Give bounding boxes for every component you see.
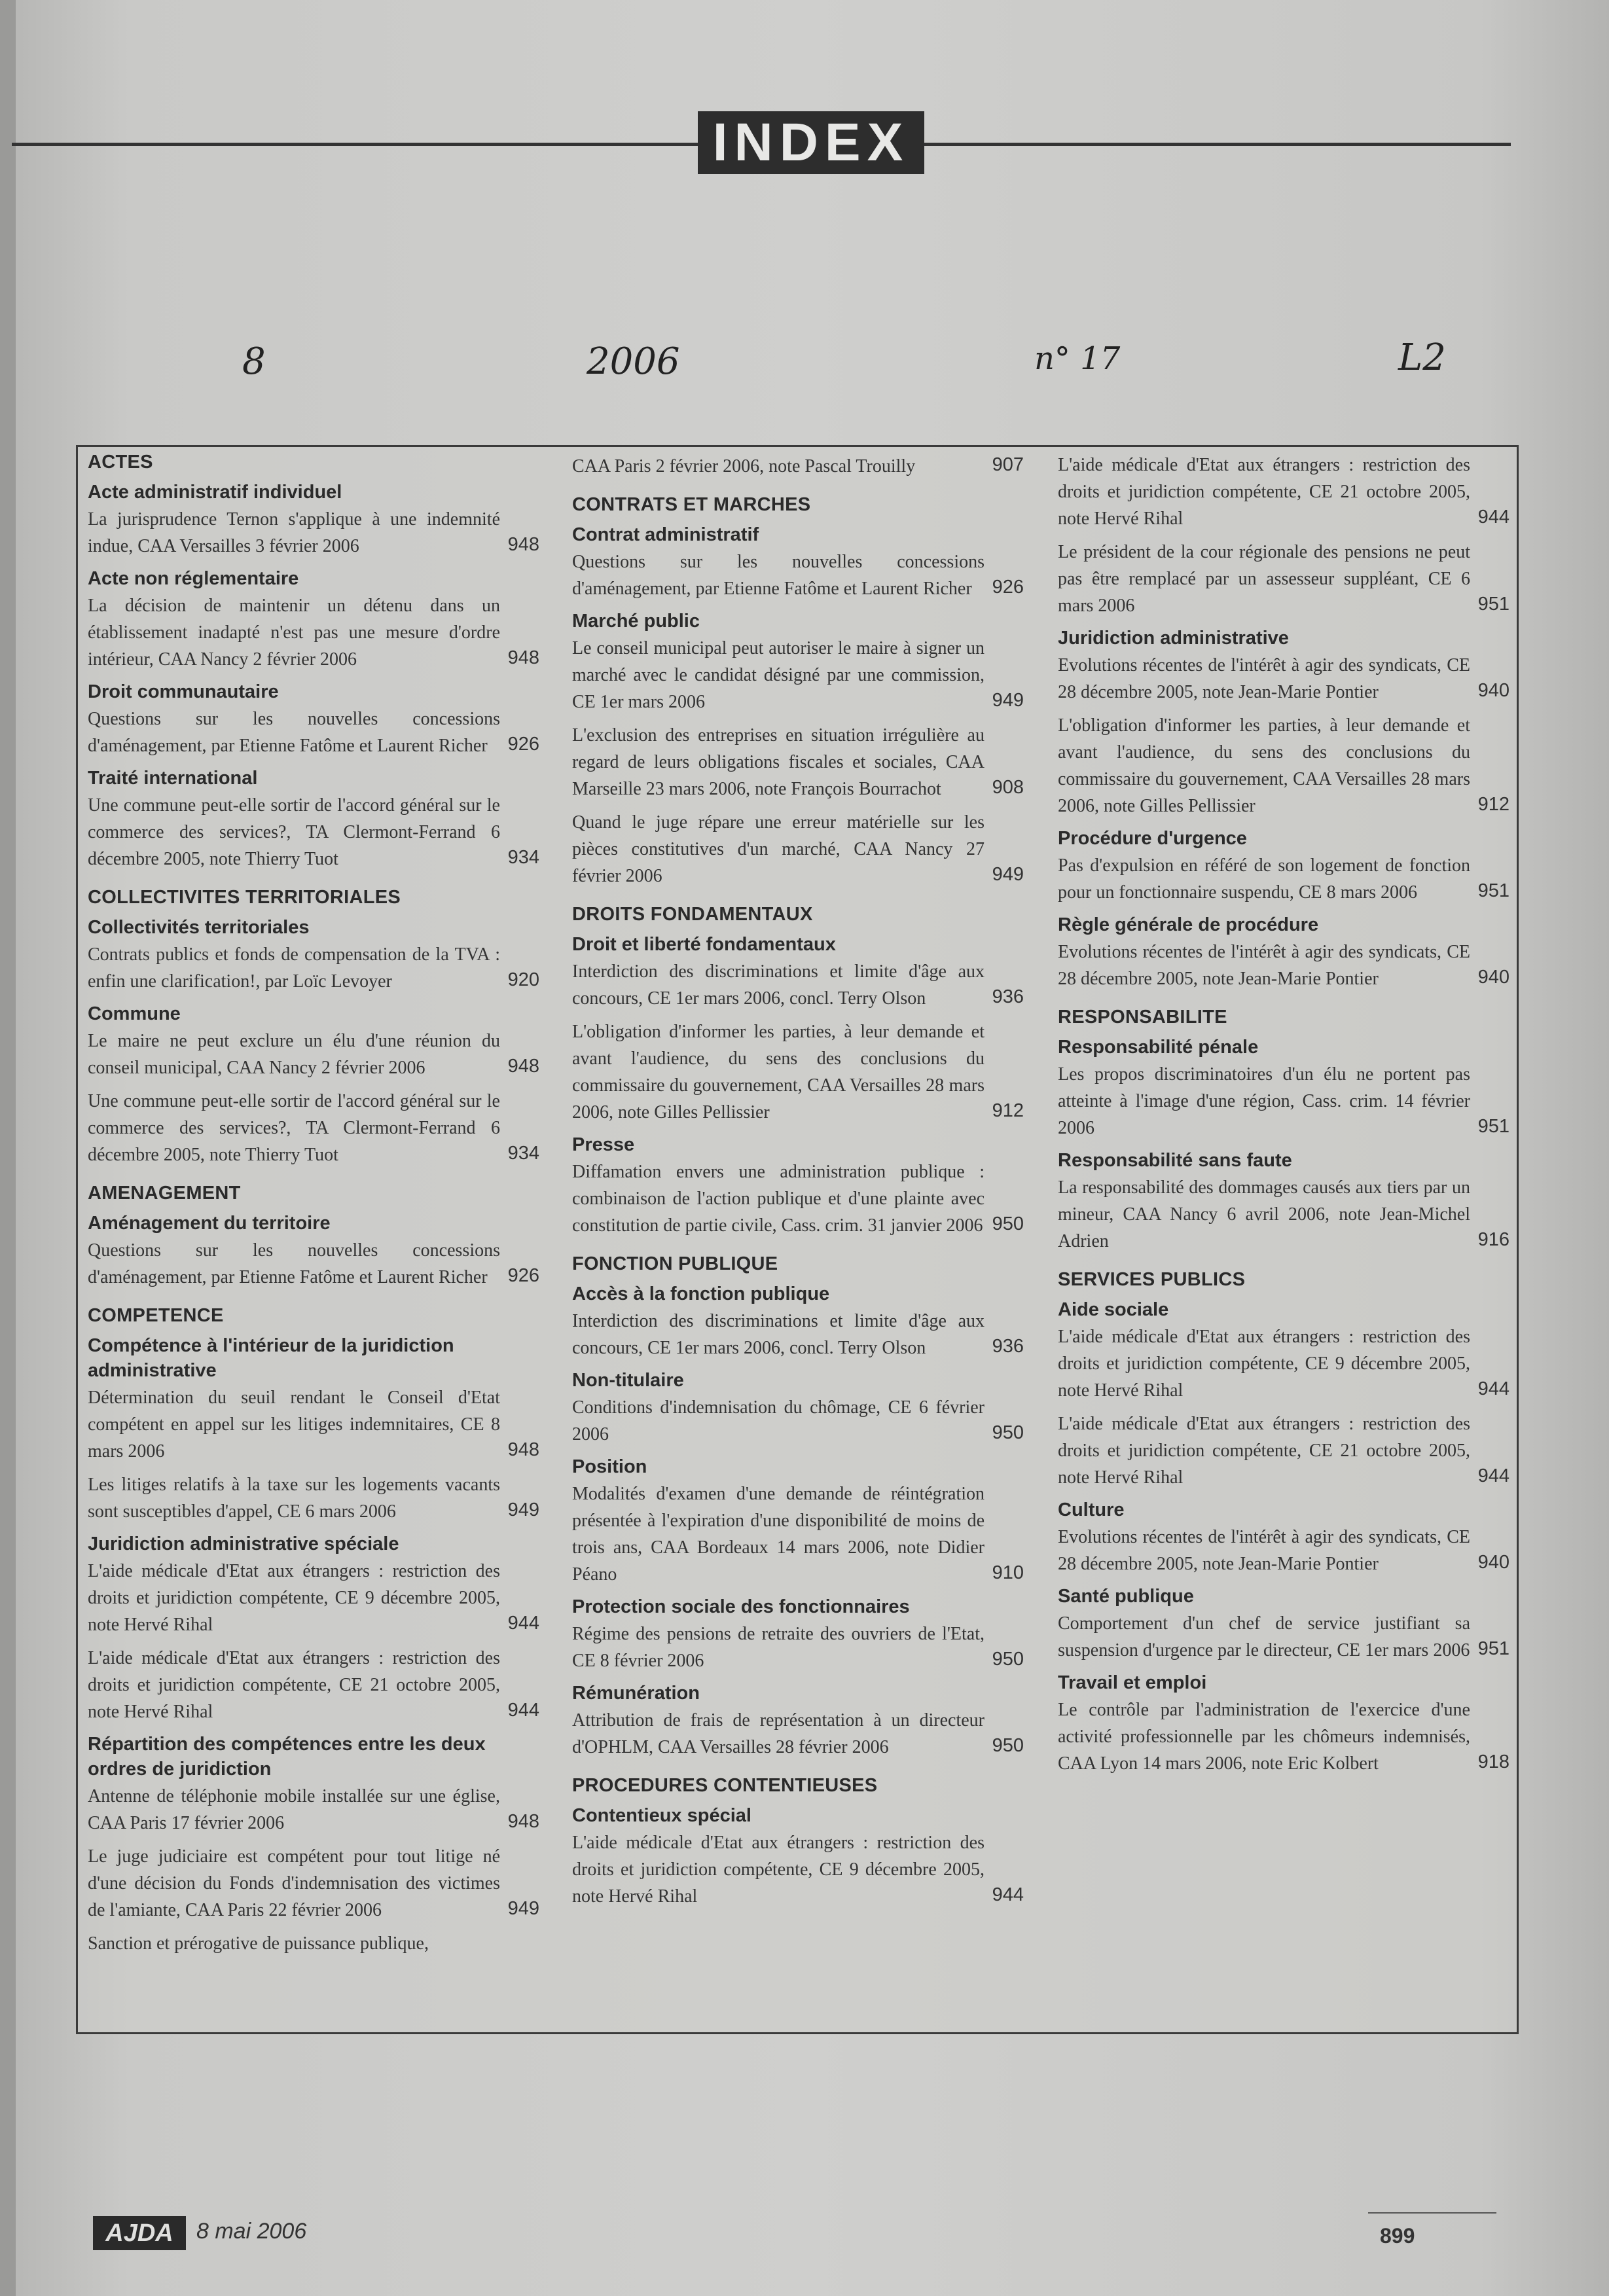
index-section-heading: ACTES — [88, 452, 153, 473]
index-entry — [572, 452, 1024, 480]
index-entry-text: Conditions d'indemnisation du chômage, CE 6 février 2006 — [572, 1397, 985, 1444]
index-entry — [572, 1158, 1024, 1239]
index-entry-text: L'obligation d'informer les parties, à leur demande et avant l'audience, du sens des conclusions du commissaire du gouvernement, CAA Versailles 28 mars 2006, note Gilles Pellissier — [572, 1022, 985, 1122]
index-entry-page: 907 — [992, 454, 1024, 475]
index-entry — [88, 941, 539, 995]
index-entry — [88, 1471, 539, 1525]
index-entry-page: 912 — [992, 1100, 1024, 1121]
index-entry — [1058, 852, 1510, 906]
index-entry-page: 944 — [1477, 1378, 1510, 1399]
index-entry — [88, 592, 539, 673]
index-subsection-heading: Droit communautaire — [88, 681, 279, 702]
index-entry-text: Evolutions récentes de l'intérêt à agir des syndicats, CE 28 décembre 2005, note Jean-Marie Pontier — [1058, 655, 1470, 702]
index-entry-text: Pas d'expulsion en référé de son logement de fonction pour un fonctionnaire suspendu, CE 8 mars 2006 — [1058, 855, 1470, 903]
index-entry-text: Attribution de frais de représentation à un directeur d'OPHLM, CAA Versailles 28 février 2006 — [572, 1710, 985, 1757]
index-subsection-heading: Juridiction administrative — [1058, 628, 1289, 649]
index-entry-page: 916 — [1477, 1229, 1510, 1250]
index-entry-text: Diffamation envers une administration publique : combinaison de l'action publique et d'une plainte avec constitution de partie civile, Cass. crim. 31 janvier 2006 — [572, 1162, 985, 1236]
index-section-heading: DROITS FONDAMENTAUX — [572, 904, 813, 925]
index-section-heading: SERVICES PUBLICS — [1058, 1269, 1246, 1290]
index-entry-text: Le président de la cour régionale des pensions ne peut pas être remplacé par un assesseur suppléant, CE 6 mars 2006 — [1058, 542, 1470, 616]
index-entry-page: 926 — [507, 734, 539, 755]
index-entry-text: Interdiction des discriminations et limite d'âge aux concours, CE 1er mars 2006, concl. Terry Olson — [572, 961, 985, 1009]
index-entry-page: 950 — [992, 1422, 1024, 1443]
index-subsection-heading: Compétence à l'intérieur de la juridiction administrative — [88, 1335, 454, 1381]
index-subsection-heading: Aménagement du territoire — [88, 1213, 331, 1234]
index-subsection-heading: Contrat administratif — [572, 524, 759, 545]
index-entry-text: Régime des pensions de retraite des ouvriers de l'Etat, CE 8 février 2006 — [572, 1624, 985, 1671]
handwritten-note-b: 2006 — [587, 340, 680, 383]
index-entry — [88, 1930, 539, 1957]
index-entry-text: Les litiges relatifs à la taxe sur les logements vacants sont susceptibles d'appel, CE 6 mars 2006 — [88, 1475, 500, 1522]
index-entry-page: 951 — [1477, 880, 1510, 901]
index-entry-text: L'aide médicale d'Etat aux étrangers : restriction des droits et juridiction compétente, CE 9 décembre 2005, note Hervé Rihal — [1058, 1327, 1470, 1401]
index-entry-page: 948 — [507, 534, 539, 555]
index-entry-page: 950 — [992, 1649, 1024, 1670]
index-entry — [88, 1645, 539, 1725]
index-entry-page: 934 — [507, 847, 539, 868]
index-entry-text: La décision de maintenir un détenu dans un établissement inadapté n'est pas une mesure d'ordre intérieur, CAA Nancy 2 février 2006 — [88, 596, 500, 670]
index-entry-text: CAA Paris 2 février 2006, note Pascal Trouilly — [572, 456, 916, 476]
index-entry-text: Sanction et prérogative de puissance publique, — [88, 1933, 429, 1954]
footer-rule — [1368, 2212, 1496, 2214]
index-section-heading: COLLECTIVITES TERRITORIALES — [88, 887, 401, 908]
index-entry-page: 920 — [507, 969, 539, 990]
issue-date: 8 mai 2006 — [196, 2219, 307, 2244]
handwritten-note-d: L2 — [1398, 336, 1446, 379]
index-entry — [572, 1829, 1024, 1910]
index-entry-text: La responsabilité des dommages causés aux tiers par un mineur, CAA Nancy 6 avril 2006, note Jean-Michel Adrien — [1058, 1177, 1470, 1251]
index-column-1 — [88, 452, 539, 1964]
index-entry-page: 949 — [507, 1898, 539, 1919]
index-entry-text: Le contrôle par l'administration de l'exercice d'une activité professionnelle par les chômeurs indemnisés, CAA Lyon 14 mars 2006, note Eric Kolbert — [1058, 1700, 1470, 1774]
index-subsection-heading: Acte non réglementaire — [88, 568, 299, 589]
index-entry-text: Contrats publics et fonds de compensation de la TVA : enfin une clarification!, par Loïc Levoyer — [88, 944, 500, 992]
index-section-heading: RESPONSABILITE — [1058, 1007, 1227, 1028]
index-subsection-heading: Santé publique — [1058, 1586, 1194, 1607]
index-subsection-heading: Protection sociale des fonctionnaires — [572, 1596, 910, 1617]
index-entry-text: Modalités d'examen d'une demande de réintégration présentée à l'expiration d'une disponibilité de moins de trois ans, CAA Bordeaux 14 mars 2006, note Didier Péano — [572, 1484, 985, 1585]
index-entry-text: Les propos discriminatoires d'un élu ne portent pas atteinte à l'image d'une région, Cass. crim. 14 février 2006 — [1058, 1064, 1470, 1138]
index-entry-text: L'exclusion des entreprises en situation irrégulière au regard de leurs obligations fiscales et sociales, CAA Marseille 23 mars 2006, note François Bourrachot — [572, 725, 985, 799]
index-entry — [572, 1018, 1024, 1126]
index-entry — [572, 958, 1024, 1012]
journal-logo: AJDA — [93, 2216, 186, 2250]
index-entry-page: 908 — [992, 777, 1024, 798]
index-entry-page: 949 — [507, 1499, 539, 1520]
index-entry-text: Questions sur les nouvelles concessions d'aménagement, par Etienne Fatôme et Laurent Richer — [88, 1240, 500, 1287]
index-entry-page: 918 — [1477, 1751, 1510, 1772]
index-entry — [1058, 452, 1510, 532]
index-entry — [88, 1558, 539, 1638]
index-entry — [572, 809, 1024, 889]
index-subsection-heading: Répartition des compétences entre les deux ordres de juridiction — [88, 1734, 486, 1780]
index-entry — [88, 1028, 539, 1081]
index-entry — [88, 506, 539, 560]
index-section-heading: AMENAGEMENT — [88, 1183, 241, 1204]
bleed-through-text — [1113, 223, 1125, 275]
index-entry-text: Détermination du seuil rendant le Conseil d'Etat compétent en appel sur les litiges indemnitaires, CE 8 mars 2006 — [88, 1388, 500, 1462]
index-entry — [88, 1088, 539, 1168]
index-entry — [1058, 1410, 1510, 1491]
index-entry-text: Le conseil municipal peut autoriser le maire à signer un marché avec le candidat désigné par une commission, CE 1er mars 2006 — [572, 638, 985, 712]
index-subsection-heading: Non-titulaire — [572, 1370, 684, 1391]
page-number: 899 — [1380, 2224, 1415, 2248]
index-entry-text: L'aide médicale d'Etat aux étrangers : restriction des droits et juridiction compétente, CE 9 décembre 2005, note Hervé Rihal — [88, 1561, 500, 1635]
index-entry-text: Evolutions récentes de l'intérêt à agir des syndicats, CE 28 décembre 2005, note Jean-Marie Pontier — [1058, 942, 1470, 989]
index-entry-text: L'aide médicale d'Etat aux étrangers : restriction des droits et juridiction compétente, CE 21 octobre 2005, note Hervé Rihal — [1058, 1414, 1470, 1488]
index-entry-text: Evolutions récentes de l'intérêt à agir des syndicats, CE 28 décembre 2005, note Jean-Marie Pontier — [1058, 1527, 1470, 1574]
index-subsection-heading: Marché public — [572, 611, 700, 632]
index-entry — [88, 1237, 539, 1291]
index-subsection-heading: Contentieux spécial — [572, 1805, 751, 1826]
index-entry — [88, 1384, 539, 1465]
index-entry-text: Questions sur les nouvelles concessions d'aménagement, par Etienne Fatôme et Laurent Richer — [572, 552, 985, 599]
index-subsection-heading: Presse — [572, 1134, 635, 1155]
index-entry — [572, 1394, 1024, 1448]
index-subsection-heading: Traité international — [88, 768, 258, 789]
index-entry-text: Interdiction des discriminations et limite d'âge aux concours, CE 1er mars 2006, concl. Terry Olson — [572, 1311, 985, 1358]
index-entry-page: 944 — [1477, 507, 1510, 528]
index-entry-text: Une commune peut-elle sortir de l'accord général sur le commerce des services?, TA Clermont-Ferrand 6 décembre 2005, note Thierry Tuot — [88, 1091, 500, 1165]
index-entry — [1058, 1174, 1510, 1255]
handwritten-note-a: 8 — [242, 340, 266, 383]
index-subsection-heading: Accès à la fonction publique — [572, 1283, 830, 1304]
index-entry-page: 951 — [1477, 594, 1510, 615]
index-entry-page: 948 — [507, 1811, 539, 1832]
index-column-3 — [1058, 452, 1510, 1784]
index-entry-text: Le maire ne peut exclure un élu d'une réunion du conseil municipal, CAA Nancy 2 février 2006 — [88, 1031, 500, 1078]
index-entry-text: Le juge judiciaire est compétent pour tout litige né d'une décision du Fonds d'indemnisation des victimes de l'amiante, CAA Paris 22 février 2006 — [88, 1846, 500, 1920]
index-entry — [572, 1308, 1024, 1361]
index-entry-page: 950 — [992, 1213, 1024, 1234]
index-subsection-heading: Collectivités territoriales — [88, 917, 310, 938]
index-entry — [88, 1843, 539, 1924]
index-entry — [88, 706, 539, 759]
index-subsection-heading: Responsabilité pénale — [1058, 1037, 1259, 1058]
index-entry — [1058, 1323, 1510, 1404]
index-entry-page: 950 — [992, 1735, 1024, 1756]
index-subsection-heading: Responsabilité sans faute — [1058, 1150, 1292, 1171]
index-entry-page: 949 — [992, 690, 1024, 711]
index-entry — [572, 1621, 1024, 1674]
index-entry-text: Antenne de téléphonie mobile installée sur une église, CAA Paris 17 février 2006 — [88, 1786, 500, 1833]
index-entry-page: 951 — [1477, 1638, 1510, 1659]
index-entry — [572, 722, 1024, 802]
index-entry-page: 948 — [507, 1056, 539, 1077]
index-entry — [1058, 1061, 1510, 1141]
index-entry — [572, 548, 1024, 602]
index-entry-page: 912 — [1477, 794, 1510, 815]
index-entry-page: 940 — [1477, 967, 1510, 988]
index-entry — [1058, 1524, 1510, 1577]
index-section-heading: PROCEDURES CONTENTIEUSES — [572, 1775, 878, 1796]
page-edge-shadow — [0, 0, 16, 2296]
index-entry-page: 944 — [992, 1884, 1024, 1905]
index-subsection-heading: Travail et emploi — [1058, 1672, 1207, 1693]
index-subsection-heading: Acte administratif individuel — [88, 482, 342, 503]
index-entry — [572, 1707, 1024, 1761]
index-entry-text: La jurisprudence Ternon s'applique à une indemnité indue, CAA Versailles 3 février 2006 — [88, 509, 500, 556]
index-entry-page: 934 — [507, 1143, 539, 1164]
index-entry — [1058, 652, 1510, 706]
index-entry-text: Quand le juge répare une erreur matérielle sur les pièces constitutives d'un marché, CAA Nancy 27 février 2006 — [572, 812, 985, 886]
handwritten-note-c: n° 17 — [1034, 340, 1121, 377]
index-entry-text: Comportement d'un chef de service justifiant sa suspension d'urgence par le directeur, CE 1er mars 2006 — [1058, 1613, 1470, 1660]
index-entry-text: L'obligation d'informer les parties, à leur demande et avant l'audience, du sens des conclusions du commissaire du gouvernement, CAA Versailles 28 mars 2006, note Gilles Pellissier — [1058, 715, 1470, 816]
index-entry — [572, 635, 1024, 715]
index-entry-text: Questions sur les nouvelles concessions d'aménagement, par Etienne Fatôme et Laurent Richer — [88, 709, 500, 756]
index-subsection-heading: Aide sociale — [1058, 1299, 1169, 1320]
index-entry-page: 944 — [1477, 1465, 1510, 1486]
index-entry-page: 944 — [507, 1613, 539, 1634]
index-entry — [1058, 539, 1510, 619]
index-entry-page: 948 — [507, 1439, 539, 1460]
index-entry-page: 926 — [992, 577, 1024, 598]
index-subsection-heading: Commune — [88, 1003, 181, 1024]
index-entry-page: 936 — [992, 986, 1024, 1007]
index-section-heading: FONCTION PUBLIQUE — [572, 1253, 778, 1274]
index-entry-page: 951 — [1477, 1116, 1510, 1137]
index-entry — [88, 1783, 539, 1837]
index-entry — [88, 792, 539, 872]
index-entry-page: 949 — [992, 864, 1024, 885]
index-title: INDEX — [698, 111, 924, 174]
index-entry-page: 940 — [1477, 680, 1510, 701]
index-entry-text: L'aide médicale d'Etat aux étrangers : restriction des droits et juridiction compétente, CE 9 décembre 2005, note Hervé Rihal — [572, 1833, 985, 1907]
index-section-heading: CONTRATS ET MARCHES — [572, 494, 811, 515]
index-entry-page: 926 — [507, 1265, 539, 1286]
index-entry-page: 940 — [1477, 1552, 1510, 1573]
index-entry — [1058, 939, 1510, 992]
index-subsection-heading: Droit et liberté fondamentaux — [572, 934, 836, 955]
index-section-heading: COMPETENCE — [88, 1305, 224, 1326]
index-entry-page: 910 — [992, 1562, 1024, 1583]
index-subsection-heading: Procédure d'urgence — [1058, 828, 1247, 849]
index-entry-page: 936 — [992, 1336, 1024, 1357]
index-entry-page: 948 — [507, 647, 539, 668]
index-subsection-heading: Juridiction administrative spéciale — [88, 1534, 399, 1554]
index-entry-text: Une commune peut-elle sortir de l'accord général sur le commerce des services?, TA Clermont-Ferrand 6 décembre 2005, note Thierry Tuot — [88, 795, 500, 869]
index-entry — [1058, 1696, 1510, 1777]
index-subsection-heading: Règle générale de procédure — [1058, 914, 1319, 935]
index-entry-page: 944 — [507, 1700, 539, 1721]
index-entry-page — [500, 1956, 539, 1957]
index-entry — [1058, 1610, 1510, 1664]
index-entry — [572, 1480, 1024, 1588]
index-entry-text: L'aide médicale d'Etat aux étrangers : restriction des droits et juridiction compétente, CE 21 octobre 2005, note Hervé Rihal — [88, 1648, 500, 1722]
index-subsection-heading: Position — [572, 1456, 647, 1477]
index-entry — [1058, 712, 1510, 819]
index-subsection-heading: Culture — [1058, 1499, 1125, 1520]
index-entry-text: L'aide médicale d'Etat aux étrangers : restriction des droits et juridiction compétente, CE 21 octobre 2005, note Hervé Rihal — [1058, 455, 1470, 529]
index-subsection-heading: Rémunération — [572, 1683, 700, 1704]
index-column-2 — [572, 452, 1024, 1916]
